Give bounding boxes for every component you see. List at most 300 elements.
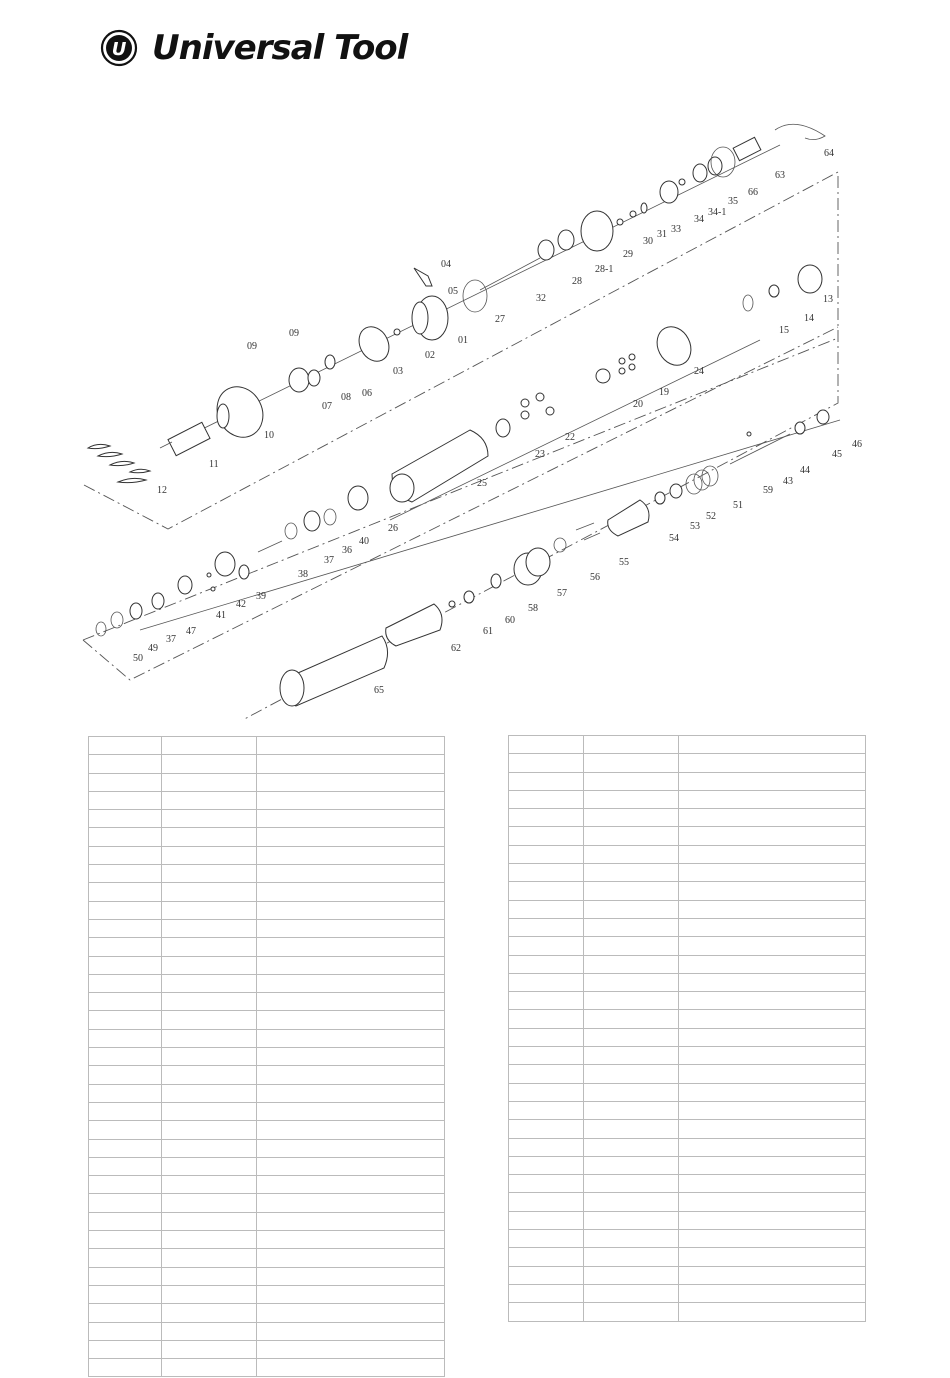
table-row [89,1066,445,1084]
part-number-label: 36 [342,545,352,556]
table-row [89,1176,445,1194]
table-row [509,809,866,827]
left-table-cell [257,1322,445,1340]
left-table-cell [89,1048,162,1066]
left-table-cell [162,846,257,864]
table-row [509,864,866,882]
left-table-cell [257,846,445,864]
right-table-cell [679,1138,866,1156]
right-table-cell [584,1248,679,1266]
part-number-label: 54 [669,533,679,544]
table-row [89,846,445,864]
table-row [509,973,866,991]
table-row [509,1138,866,1156]
part-number-label: 28 [572,276,582,287]
right-table-cell [679,882,866,900]
part-number-label: 30 [643,236,653,247]
part-number-label: 42 [236,599,246,610]
table-row [509,1120,866,1138]
table-row [509,1065,866,1083]
table-row [509,882,866,900]
left-table-cell [257,956,445,974]
right-table-cell [584,882,679,900]
left-table-cell [89,974,162,992]
left-table-cell [162,1121,257,1139]
spring [686,466,718,494]
part-number-label: 01 [458,335,468,346]
left-table-cell [162,1048,257,1066]
right-table-cell [584,918,679,936]
right-table-cell [679,827,866,845]
left-table-cell [257,865,445,883]
table-row [509,1028,866,1046]
right-table-cell [509,772,584,790]
part-number-label: 19 [659,387,669,398]
table-row [509,754,866,772]
table-row [89,938,445,956]
part-number-label: 52 [706,511,716,522]
left-table-cell [162,883,257,901]
part-number-label: 03 [393,366,403,377]
right-table-cell [679,754,866,772]
left-table-cell [89,737,162,755]
right-table-cell [679,1193,866,1211]
left-table-cell [257,773,445,791]
left-table-cell [162,1249,257,1267]
right-table-cell [584,1156,679,1174]
part-number-label: 43 [783,476,793,487]
right-table-cell [509,1083,584,1101]
part-number-label: 56 [590,572,600,583]
left-table-cell [162,791,257,809]
right-table-cell [679,937,866,955]
right-table-cell [509,1120,584,1138]
left-table-cell [162,1340,257,1358]
part-number-label: 26 [388,523,398,534]
right-table-cell [584,973,679,991]
table-row [89,1157,445,1175]
table-row [89,810,445,828]
left-table-cell [89,1285,162,1303]
right-table-cell [679,1175,866,1193]
right-table-cell [584,1138,679,1156]
left-table-cell [257,1359,445,1377]
right-table-cell [584,992,679,1010]
part-number-label: 57 [557,588,567,599]
table-row [89,1340,445,1358]
right-table-cell [509,1230,584,1248]
table-row [509,1193,866,1211]
left-table-cell [89,1176,162,1194]
left-table-cell [162,1011,257,1029]
left-table-cell [89,883,162,901]
right-table-cell [509,937,584,955]
right-table-cell [509,882,584,900]
part-number-label: 50 [133,653,143,664]
right-table-cell [679,1010,866,1028]
left-table-cell [89,1322,162,1340]
part-number-label: 65 [374,685,384,696]
right-table-cell [679,1156,866,1174]
left-table-cell [257,938,445,956]
table-row [509,736,866,754]
right-table-cell [679,900,866,918]
table-row [89,1267,445,1285]
right-table-cell [509,1028,584,1046]
left-table-cell [257,901,445,919]
left-table-cell [257,1285,445,1303]
part-number-label: 45 [832,449,842,460]
left-table-cell [162,1267,257,1285]
left-table-cell [257,828,445,846]
right-table-cell [584,1284,679,1302]
right-table-cell [584,900,679,918]
part-number-label: 60 [505,615,515,626]
table-row [89,1359,445,1377]
right-table-cell [679,1047,866,1065]
right-table-cell [584,1101,679,1119]
right-table-cell [509,864,584,882]
table-row [509,1303,866,1321]
left-table-cell [89,1194,162,1212]
right-table-cell [509,1101,584,1119]
part-number-label: 13 [823,294,833,305]
right-table-cell [509,1138,584,1156]
table-row [509,1156,866,1174]
table-row [509,900,866,918]
left-table-cell [162,1029,257,1047]
part-number-label: 38 [298,569,308,580]
right-table-cell [584,1230,679,1248]
table-row [89,1304,445,1322]
left-table-cell [89,938,162,956]
right-table-cell [509,1248,584,1266]
left-table-cell [162,773,257,791]
part-number-label: 55 [619,557,629,568]
table-row [89,901,445,919]
left-table-cell [89,1029,162,1047]
right-table-cell [679,736,866,754]
table-row [509,1248,866,1266]
left-table-cell [162,755,257,773]
right-table-cell [584,736,679,754]
right-table-cell [509,973,584,991]
left-table-cell [89,773,162,791]
right-table-cell [679,790,866,808]
table-row [89,1249,445,1267]
left-table-cell [257,1048,445,1066]
left-table-cell [162,865,257,883]
part-number-label: 07 [322,401,332,412]
left-table-cell [89,791,162,809]
left-table-cell [162,1304,257,1322]
table-row [89,883,445,901]
left-table-cell [89,810,162,828]
table-row [89,1322,445,1340]
left-table-cell [162,938,257,956]
right-table-cell [509,1010,584,1028]
table-row [89,956,445,974]
table-row [89,1231,445,1249]
part-number-label: 63 [775,170,785,181]
right-table-cell [584,1010,679,1028]
left-table-cell [162,1212,257,1230]
left-table-cell [89,1102,162,1120]
table-row [89,791,445,809]
part-number-label: 66 [748,187,758,198]
left-table-cell [257,1011,445,1029]
left-table-cell [257,1194,445,1212]
left-table-cell [89,755,162,773]
table-row [89,755,445,773]
right-table-cell [584,955,679,973]
table-row [509,918,866,936]
table-row [89,1048,445,1066]
left-table-cell [257,1176,445,1194]
part-number-label: 10 [264,430,274,441]
part-number-label: 08 [341,392,351,403]
right-table-cell [584,1028,679,1046]
left-table-cell [162,1102,257,1120]
brand-name: Universal Tool [152,28,408,68]
part-number-label: 09 [289,328,299,339]
part-number-label: 31 [657,229,667,240]
table-row [509,1101,866,1119]
right-table-cell [584,1266,679,1284]
motor-housing [390,430,488,502]
left-table-cell [257,1212,445,1230]
left-table-cell [89,1212,162,1230]
part-number-label: 15 [779,325,789,336]
part-number-label: 41 [216,610,226,621]
part-number-label: 23 [535,449,545,460]
left-table-cell [257,1231,445,1249]
part-number-label: 58 [528,603,538,614]
table-row [89,1194,445,1212]
right-table-cell [584,1120,679,1138]
part-number-label: 59 [763,485,773,496]
right-table-cell [509,736,584,754]
brand-logo [100,26,407,70]
left-table-cell [89,1359,162,1377]
right-table-cell [679,955,866,973]
part-number-label: 06 [362,388,372,399]
right-table-cell [509,918,584,936]
right-table-cell [509,1047,584,1065]
part-number-label: 34-1 [708,207,727,218]
left-table-cell [257,1084,445,1102]
right-table-cell [584,827,679,845]
table-row [89,1139,445,1157]
right-table-cell [584,1047,679,1065]
part-number-label: 28-1 [595,264,614,275]
right-table-cell [679,1248,866,1266]
part-number-label: 44 [800,465,810,476]
right-table-cell [679,992,866,1010]
left-table-cell [257,1340,445,1358]
left-table-cell [257,1249,445,1267]
right-table-cell [584,1303,679,1321]
table-row [89,828,445,846]
right-table-cell [679,845,866,863]
right-table-cell [509,1284,584,1302]
right-table-cell [509,992,584,1010]
left-table-cell [257,883,445,901]
right-table-cell [509,1065,584,1083]
right-table-cell [509,1303,584,1321]
right-table-cell [584,772,679,790]
part-number-label: 05 [448,286,458,297]
part-number-label: 53 [690,521,700,532]
left-table-cell [162,737,257,755]
right-table-cell [509,900,584,918]
right-table-cell [584,864,679,882]
left-table-cell [89,1304,162,1322]
left-table-cell [89,1249,162,1267]
right-table-cell [679,1065,866,1083]
part-number-label: 11 [209,459,219,470]
part-number-label: 33 [671,224,681,235]
right-table-cell [679,1101,866,1119]
part-number-label: 62 [451,643,461,654]
right-table-cell [584,937,679,955]
right-table-cell [584,809,679,827]
rotor [160,422,210,455]
right-table-cell [679,918,866,936]
left-table-cell [162,810,257,828]
left-table-cell [257,1139,445,1157]
part-number-label: 35 [728,196,738,207]
part-number-label: 46 [852,439,862,450]
right-table-cell [679,809,866,827]
planet-gears-bottom [521,393,554,419]
left-table-cell [89,1011,162,1029]
table-row [89,1102,445,1120]
left-table-cell [162,1322,257,1340]
left-table-cell [162,828,257,846]
table-row [509,1047,866,1065]
table-row [509,1266,866,1284]
right-table-cell [679,1211,866,1229]
right-table-cell [679,1284,866,1302]
left-table-cell [162,956,257,974]
table-row [89,737,445,755]
table-row [509,772,866,790]
table-row [89,1212,445,1230]
left-table-cell [257,737,445,755]
left-table-cell [257,1102,445,1120]
table-row [509,1211,866,1229]
left-table-cell [89,1121,162,1139]
right-table-cell [584,790,679,808]
left-table-cell [89,1231,162,1249]
part-number-label: 24 [694,366,704,377]
left-table-cell [257,1267,445,1285]
table-row [509,1010,866,1028]
table-row [89,1029,445,1047]
right-table-cell [584,754,679,772]
left-table-cell [162,919,257,937]
left-table-cell [89,1267,162,1285]
part-number-label: 37 [324,555,334,566]
part-number-label: 64 [824,148,834,159]
right-table-cell [679,1230,866,1248]
table-row [509,992,866,1010]
left-table-cell [162,1176,257,1194]
right-table-cell [509,1211,584,1229]
spring-clips [88,444,150,482]
part-number-label: 14 [804,313,814,324]
table-row [89,773,445,791]
table-row [509,827,866,845]
right-table-cell [679,1266,866,1284]
left-table-cell [89,1084,162,1102]
left-table-cell [162,1066,257,1084]
part-number-label: 09 [247,341,257,352]
table-row [89,865,445,883]
part-number-label: 47 [186,626,196,637]
right-table-cell [679,864,866,882]
table-row [509,937,866,955]
left-table-cell [162,1231,257,1249]
left-table-cell [89,956,162,974]
left-table-cell [89,846,162,864]
right-table-cell [509,955,584,973]
part-number-label: 34 [694,214,704,225]
exploded-parts-diagram [0,100,950,720]
left-table-cell [257,755,445,773]
part-number-label: 29 [623,249,633,260]
left-table-cell [89,1157,162,1175]
left-table-cell [162,974,257,992]
part-number-label: 25 [477,478,487,489]
universal-tool-logo-icon [100,29,138,67]
right-table-cell [584,1175,679,1193]
table-row [509,1083,866,1101]
part-number-label: 12 [157,485,167,496]
left-table-cell [89,993,162,1011]
part-number-label: 32 [536,293,546,304]
left-table-cell [89,901,162,919]
table-row [509,1230,866,1248]
left-table-cell [162,901,257,919]
table-row [89,993,445,1011]
left-table-cell [89,1066,162,1084]
left-table-cell [257,1066,445,1084]
parts-table-left [88,736,445,1377]
right-table-cell [509,809,584,827]
right-table-cell [509,1175,584,1193]
right-table-cell [584,1211,679,1229]
right-table-cell [509,790,584,808]
right-table-cell [509,1193,584,1211]
left-table-cell [162,1139,257,1157]
part-number-label: 27 [495,314,505,325]
left-table-cell [257,1121,445,1139]
part-number-label: 49 [148,643,158,654]
right-table-cell [509,845,584,863]
part-number-label: 61 [483,626,493,637]
right-table-cell [679,1303,866,1321]
left-table-cell [257,974,445,992]
part-number-label: 40 [359,536,369,547]
table-row [509,845,866,863]
left-table-cell [89,828,162,846]
left-table-cell [162,1285,257,1303]
left-table-cell [257,919,445,937]
left-table-cell [89,865,162,883]
table-row [89,1011,445,1029]
